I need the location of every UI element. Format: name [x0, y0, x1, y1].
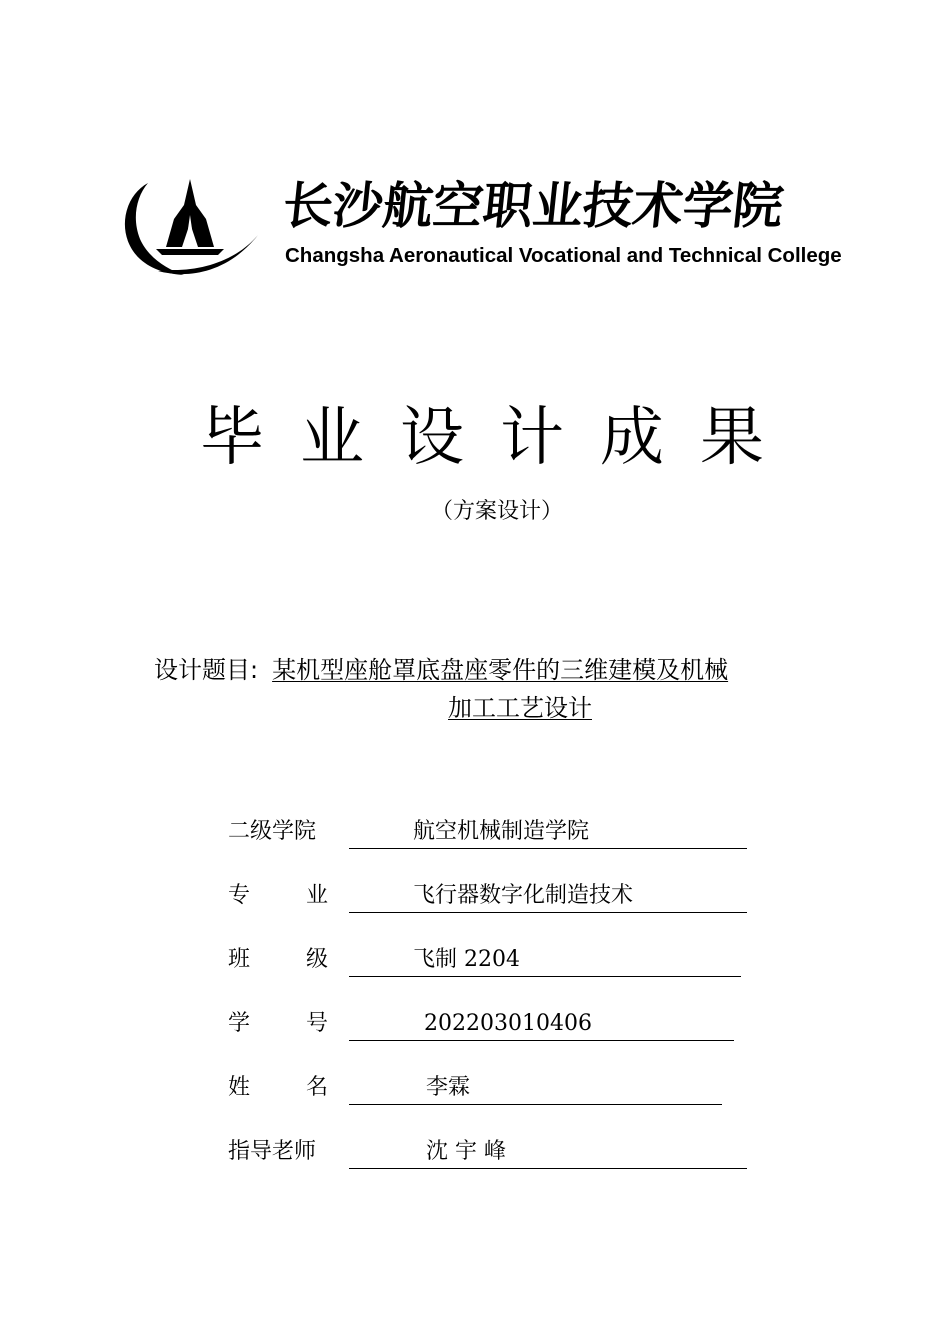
advisor-value: 沈 宇 峰	[426, 1139, 506, 1164]
class-underline	[349, 976, 741, 977]
class-label	[228, 942, 328, 978]
department-value: 航空机械制造学院	[413, 819, 590, 844]
document-title: 毕业设计成果	[200, 401, 800, 475]
design-topic-line2: 加工工艺设计	[448, 694, 592, 722]
major-value: 飞行器数字化制造技术	[413, 883, 634, 908]
advisor-label: 指导老师	[228, 1139, 317, 1164]
major-label-b: 业	[305, 883, 328, 908]
info-row-name	[228, 1070, 768, 1110]
college-name-english: Changsha Aeronautical Vocational and Technical College	[285, 244, 842, 267]
college-logo-header	[118, 170, 842, 280]
class-label-a: 班	[228, 947, 251, 972]
name-label	[228, 1070, 328, 1106]
student-id-value: 202203010406	[424, 1011, 592, 1036]
design-topic-row	[154, 651, 728, 689]
advisor-underline	[349, 1168, 747, 1169]
info-row-student-id	[228, 1006, 768, 1046]
info-row-major	[228, 878, 768, 918]
class-label-b: 级	[305, 947, 328, 972]
name-value: 李霖	[426, 1075, 471, 1100]
college-emblem-icon	[118, 175, 263, 275]
major-label-a: 专	[228, 883, 251, 908]
info-row-department	[228, 814, 768, 854]
department-label: 二级学院	[228, 819, 317, 844]
info-row-advisor	[228, 1134, 768, 1174]
student-id-label-a: 学	[228, 1011, 251, 1036]
student-id-label	[228, 1006, 328, 1042]
design-topic-label: 设计题目:	[154, 656, 259, 684]
info-row-class	[228, 942, 768, 982]
name-label-a: 姓	[228, 1075, 251, 1100]
student-id-label-b: 号	[305, 1011, 328, 1036]
name-underline	[349, 1104, 722, 1105]
name-label-b: 名	[305, 1075, 328, 1100]
class-value: 飞制 2204	[413, 947, 520, 972]
design-topic-line1: 某机型座舱罩底盘座零件的三维建模及机械	[272, 656, 729, 684]
major-label	[228, 878, 328, 914]
document-subtitle: （方案设计）	[430, 499, 563, 524]
college-name-chinese: 长沙航空职业技术学院	[279, 177, 787, 235]
